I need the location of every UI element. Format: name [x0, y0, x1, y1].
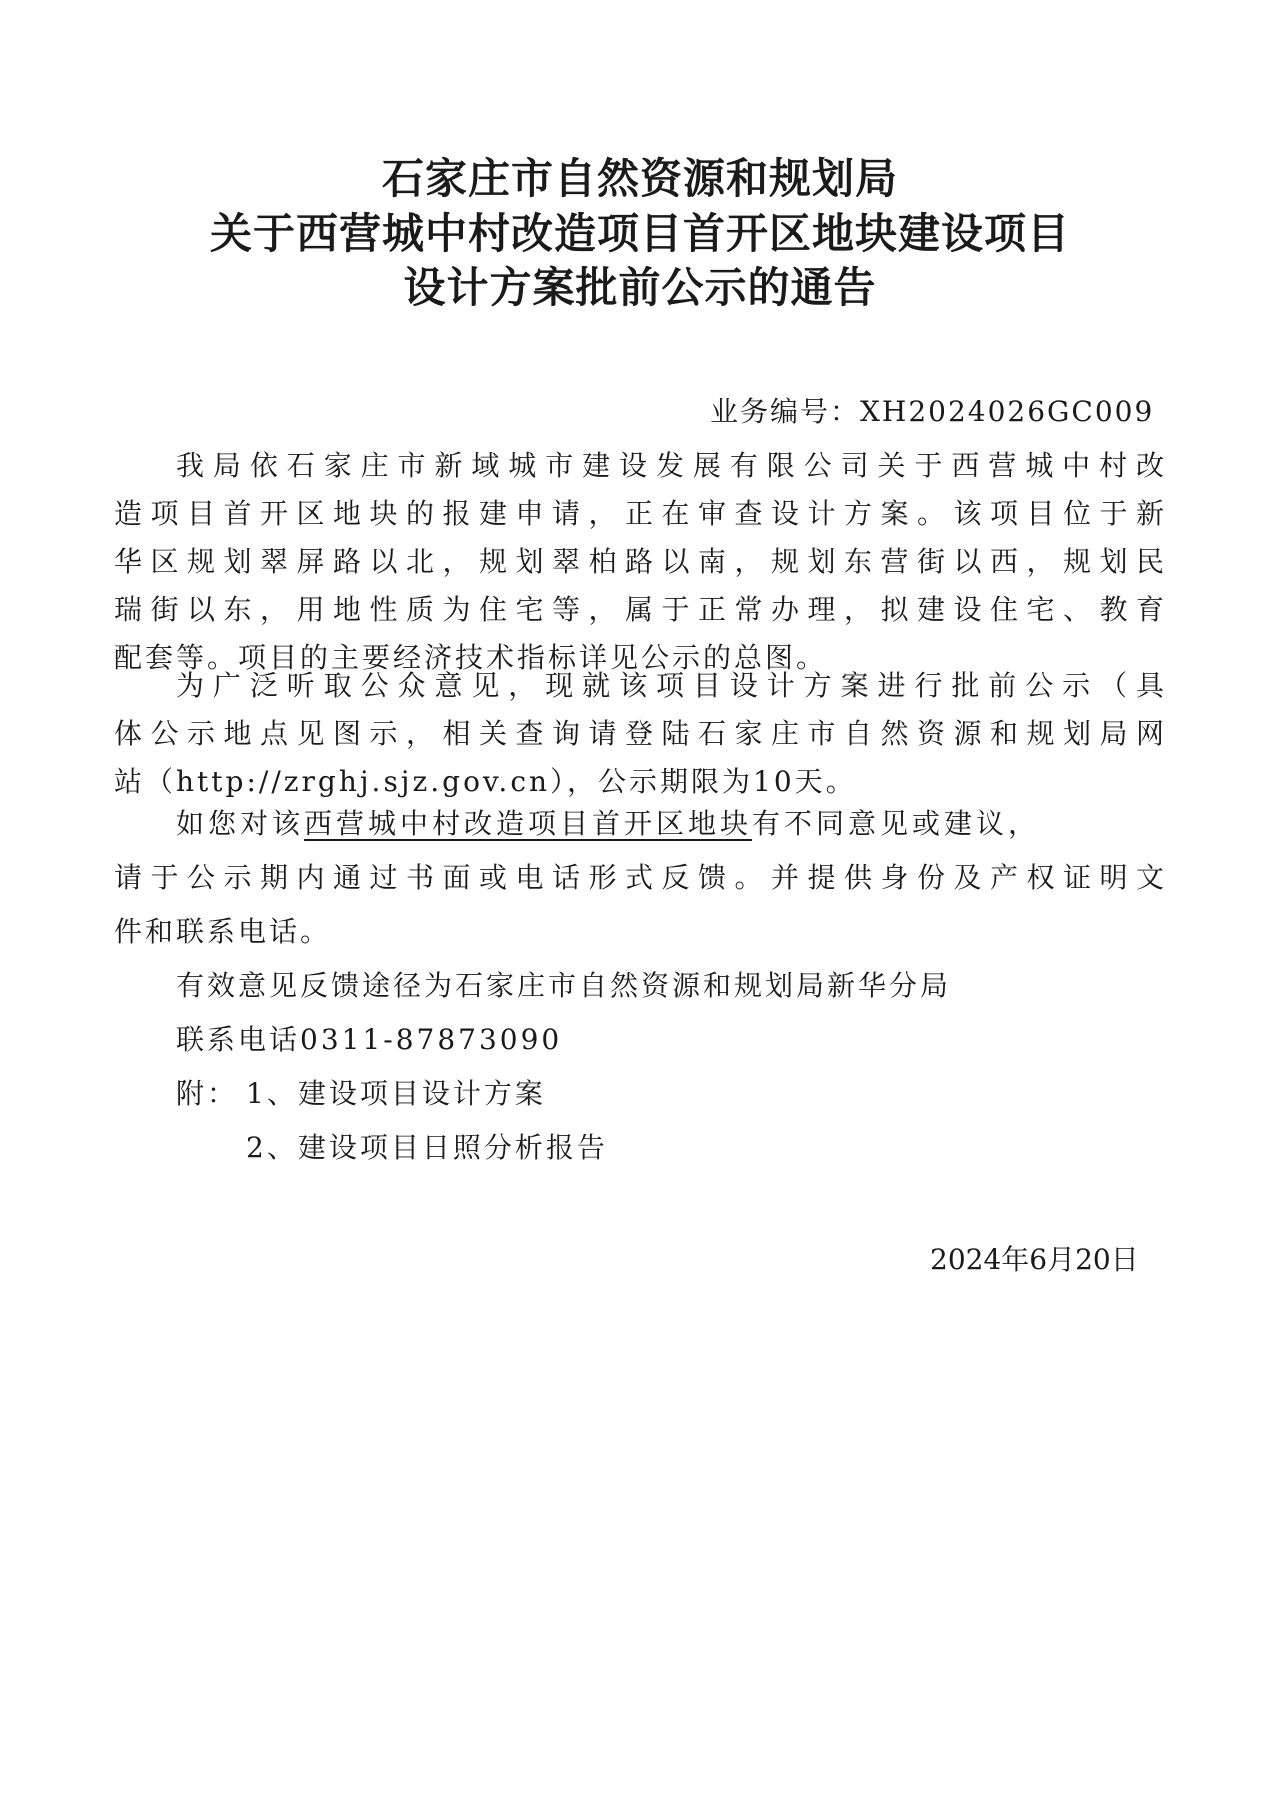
title-line-2: 关于西营城中村改造项目首开区地块建设项目	[209, 209, 1070, 258]
paragraph3-line-1	[176, 804, 1040, 844]
paragraph2-line-3: 站（http://zrghj.sjz.gov.cn），公示期限为10天。	[114, 765, 857, 798]
paragraph1-line-5: 配套等。项目的主要经济技术指标详见公示的总图。	[114, 641, 828, 674]
paragraph2-line-2: 体公示地点见图示，相关查询请登陆石家庄市自然资源和规划局网	[114, 717, 1164, 750]
paragraph3-suffix: 有不同意见或建议，	[752, 807, 1041, 840]
attachment-label: 附：	[176, 1077, 239, 1110]
paragraph2-line-1: 为广泛听取公众意见，现就该项目设计方案进行批前公示（具	[176, 669, 1164, 702]
contact-phone: 联系电话0311-87873090	[176, 1023, 563, 1056]
paragraph3-line-2: 请于公示期内通过书面或电话形式反馈。并提供身份及产权证明文	[114, 861, 1164, 894]
project-name-underlined: 西营城中村改造项目首开区地块	[304, 807, 753, 840]
serial-number: 业务编号：XH2024026GC009	[710, 395, 1155, 428]
feedback-channel: 有效意见反馈途径为石家庄市自然资源和规划局新华分局	[176, 969, 952, 1002]
title-line-3: 设计方案批前公示的通告	[403, 263, 877, 312]
paragraph1-line-2: 造项目首开区地块的报建申请，正在审查设计方案。该项目位于新	[114, 497, 1164, 530]
paragraph1-line-1: 我局依石家庄市新域城市建设发展有限公司关于西营城中村改	[176, 449, 1164, 482]
paragraph1-line-4: 瑞街以东，用地性质为住宅等，属于正常办理，拟建设住宅、教育	[114, 593, 1164, 626]
paragraph3-line-3: 件和联系电话。	[114, 915, 332, 948]
attachment-item-1: 1、建设项目设计方案	[246, 1077, 546, 1110]
paragraph3-prefix: 如您对该	[176, 807, 305, 840]
notice-date: 2024年6月20日	[930, 1243, 1139, 1276]
title-line-1: 石家庄市自然资源和规划局	[381, 154, 898, 203]
attachment-item-2: 2、建设项目日照分析报告	[246, 1131, 608, 1164]
paragraph1-line-3: 华区规划翠屏路以北，规划翠柏路以南，规划东营街以西，规划民	[114, 545, 1164, 578]
